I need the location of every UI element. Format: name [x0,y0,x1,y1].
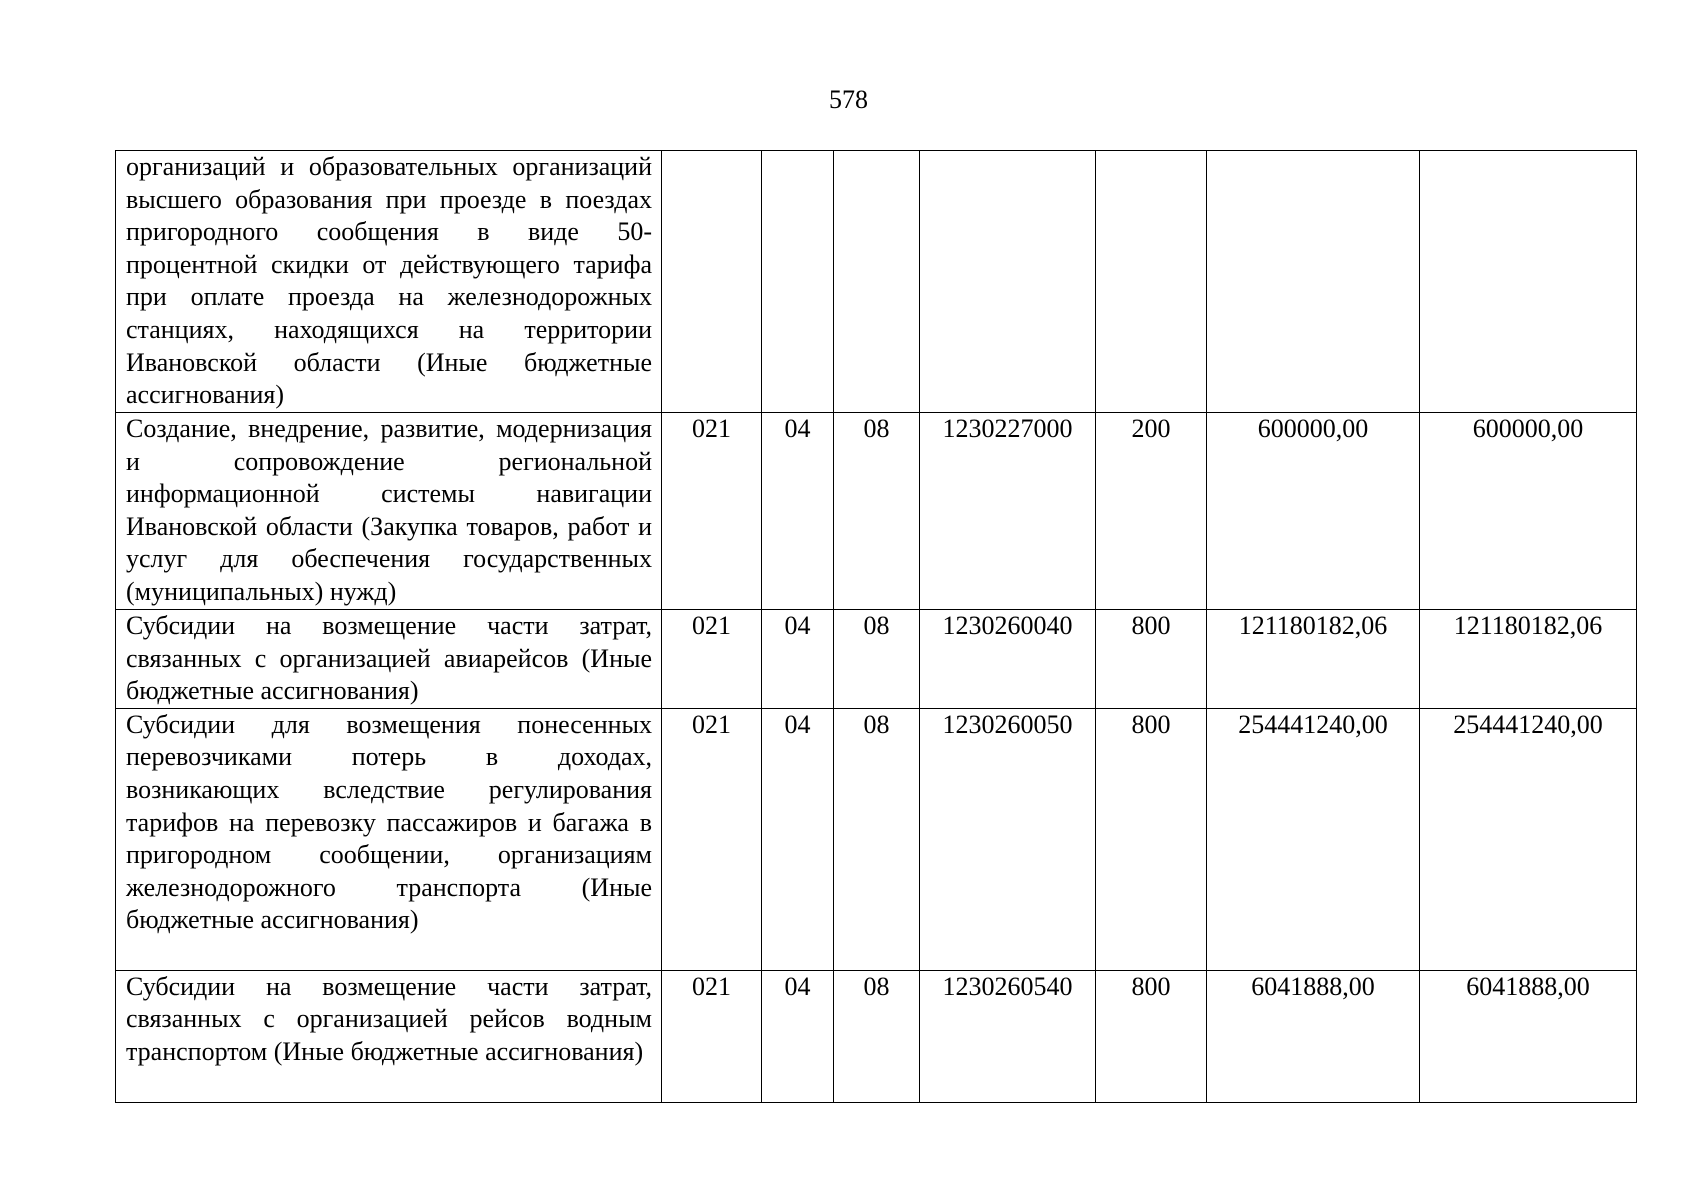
section-code: 04 [762,708,834,970]
table-row [116,413,1637,610]
amount-year-2: 600000,00 [1420,413,1637,610]
table-row [116,151,1637,413]
admin-code: 021 [662,970,762,1102]
table-row [116,970,1637,1102]
amount-year-2 [1420,151,1637,413]
target-article-code: 1230260540 [920,970,1096,1102]
expense-type-code: 200 [1096,413,1207,610]
row-description: Субсидии для возмещения понесенных перевозчиками потерь в доходах, возникающих вследствие регулирования тарифов на перевозку пассажиров и багажа в пригородном сообщении, организациям железнодорожного транспорта (Иные бюджетные ассигнования) [116,708,662,970]
row-description: Субсидии на возмещение части затрат, связанных с организацией авиарейсов (Иные бюджетные ассигнования) [116,610,662,709]
amount-year-1 [1207,151,1420,413]
subsection-code: 08 [834,708,920,970]
subsection-code: 08 [834,610,920,709]
target-article-code: 1230260050 [920,708,1096,970]
section-code [762,151,834,413]
target-article-code: 1230227000 [920,413,1096,610]
subsection-code [834,151,920,413]
target-article-code [920,151,1096,413]
admin-code: 021 [662,708,762,970]
amount-year-1: 121180182,06 [1207,610,1420,709]
admin-code: 021 [662,610,762,709]
section-code: 04 [762,413,834,610]
table-row [116,610,1637,709]
expense-type-code: 800 [1096,708,1207,970]
target-article-code: 1230260040 [920,610,1096,709]
amount-year-2: 6041888,00 [1420,970,1637,1102]
admin-code: 021 [662,413,762,610]
section-code: 04 [762,610,834,709]
amount-year-1: 6041888,00 [1207,970,1420,1102]
expense-type-code: 800 [1096,610,1207,709]
row-description: Субсидии на возмещение части затрат, связанных с организацией рейсов водным транспортом (Иные бюджетные ассигнования) [116,970,662,1102]
admin-code [662,151,762,413]
amount-year-1: 254441240,00 [1207,708,1420,970]
page-number: 578 [829,85,868,114]
amount-year-1: 600000,00 [1207,413,1420,610]
subsection-code: 08 [834,970,920,1102]
budget-table [115,150,1637,1103]
row-description: организаций и образовательных организаций высшего образования при проезде в поездах пригородного сообщения в виде 50-процентной скидки от действующего тарифа при оплате проезда на железнодорожных станциях, находящихся на территории Ивановской области (Иные бюджетные ассигнования) [116,151,662,413]
expense-type-code [1096,151,1207,413]
expense-type-code: 800 [1096,970,1207,1102]
table-row [116,708,1637,970]
amount-year-2: 254441240,00 [1420,708,1637,970]
row-description: Создание, внедрение, развитие, модернизация и сопровождение региональной информационной системы навигации Ивановской области (Закупка товаров, работ и услуг для обеспечения государственных (муниципальных) нужд) [116,413,662,610]
subsection-code: 08 [834,413,920,610]
amount-year-2: 121180182,06 [1420,610,1637,709]
section-code: 04 [762,970,834,1102]
